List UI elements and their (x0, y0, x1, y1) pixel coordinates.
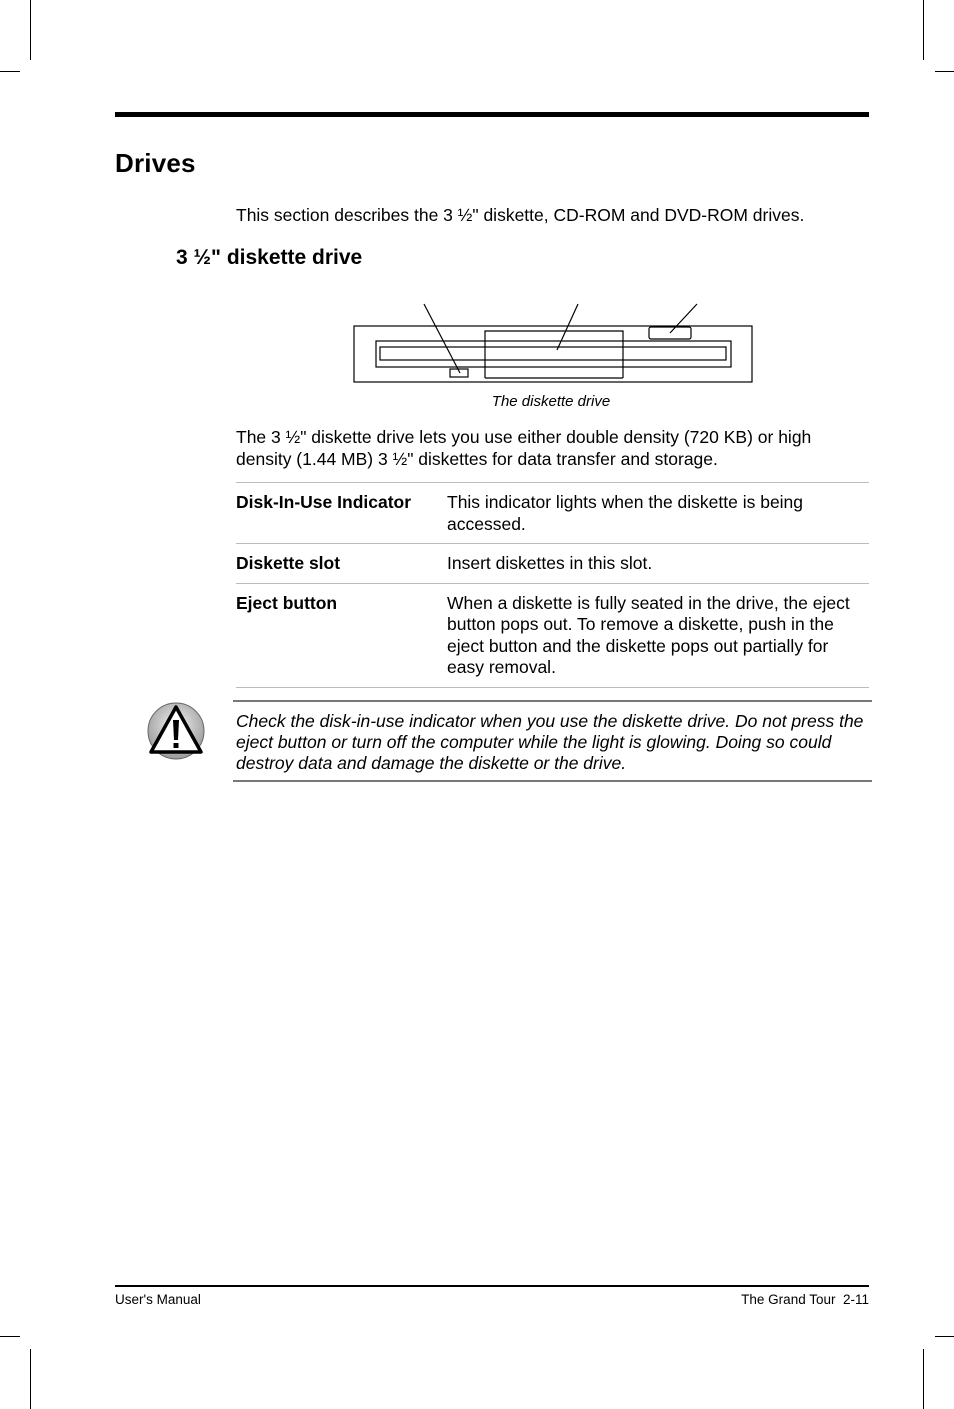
header-rule (115, 112, 869, 117)
crop-mark (0, 1336, 20, 1337)
caution-triangle-icon (146, 700, 206, 762)
crop-mark (30, 1349, 31, 1409)
crop-mark (935, 1336, 954, 1337)
footer-rule (115, 1285, 869, 1287)
table-term: Eject button (236, 592, 338, 613)
table-description: Insert diskettes in this slot. (447, 553, 653, 573)
feature-table (236, 482, 869, 688)
crop-mark (30, 0, 31, 60)
figure-caption-text: The diskette drive (491, 393, 611, 410)
subsection-paragraph: The 3 ½" diskette drive lets you use either double density (720 KB) or high density (1.44 MB) 3 ½" diskettes for data transfer and storage. (236, 427, 812, 469)
caution-note (146, 700, 872, 782)
crop-mark (935, 71, 954, 72)
diskette-drive-illustration (340, 296, 770, 392)
table-row (236, 584, 869, 688)
crop-mark (0, 71, 20, 72)
table-term: Diskette slot (236, 553, 341, 573)
table-row (236, 483, 869, 544)
table-description: When a diskette is fully seated in the drive, the eject button pops out. To remove a diskette, push in the eject button and the diskette pops out partially for easy removal. (447, 592, 850, 677)
crop-mark (923, 1349, 924, 1409)
footer-manual-title: User's Manual (115, 1292, 201, 1307)
table-description: This indicator lights when the diskette is being accessed. (447, 492, 804, 534)
section-intro: This section describes the 3 ½" diskette, CD-ROM and DVD-ROM drives. (236, 205, 805, 225)
table-term: Disk-In-Use Indicator (236, 492, 412, 512)
subsection-title: 3 ½" diskette drive (176, 246, 363, 269)
figure-caption (236, 393, 869, 410)
footer-page-number: The Grand Tour 2-11 (741, 1292, 869, 1307)
caution-text: Check the disk-in-use indicator when you use the diskette drive. Do not press the eject button or turn off the computer while the light is glowing. Doing so could destroy data and damage the diskette or the drive. (233, 700, 872, 782)
crop-mark (923, 0, 924, 60)
table-row (236, 544, 869, 584)
section-title: Drives (115, 148, 196, 178)
